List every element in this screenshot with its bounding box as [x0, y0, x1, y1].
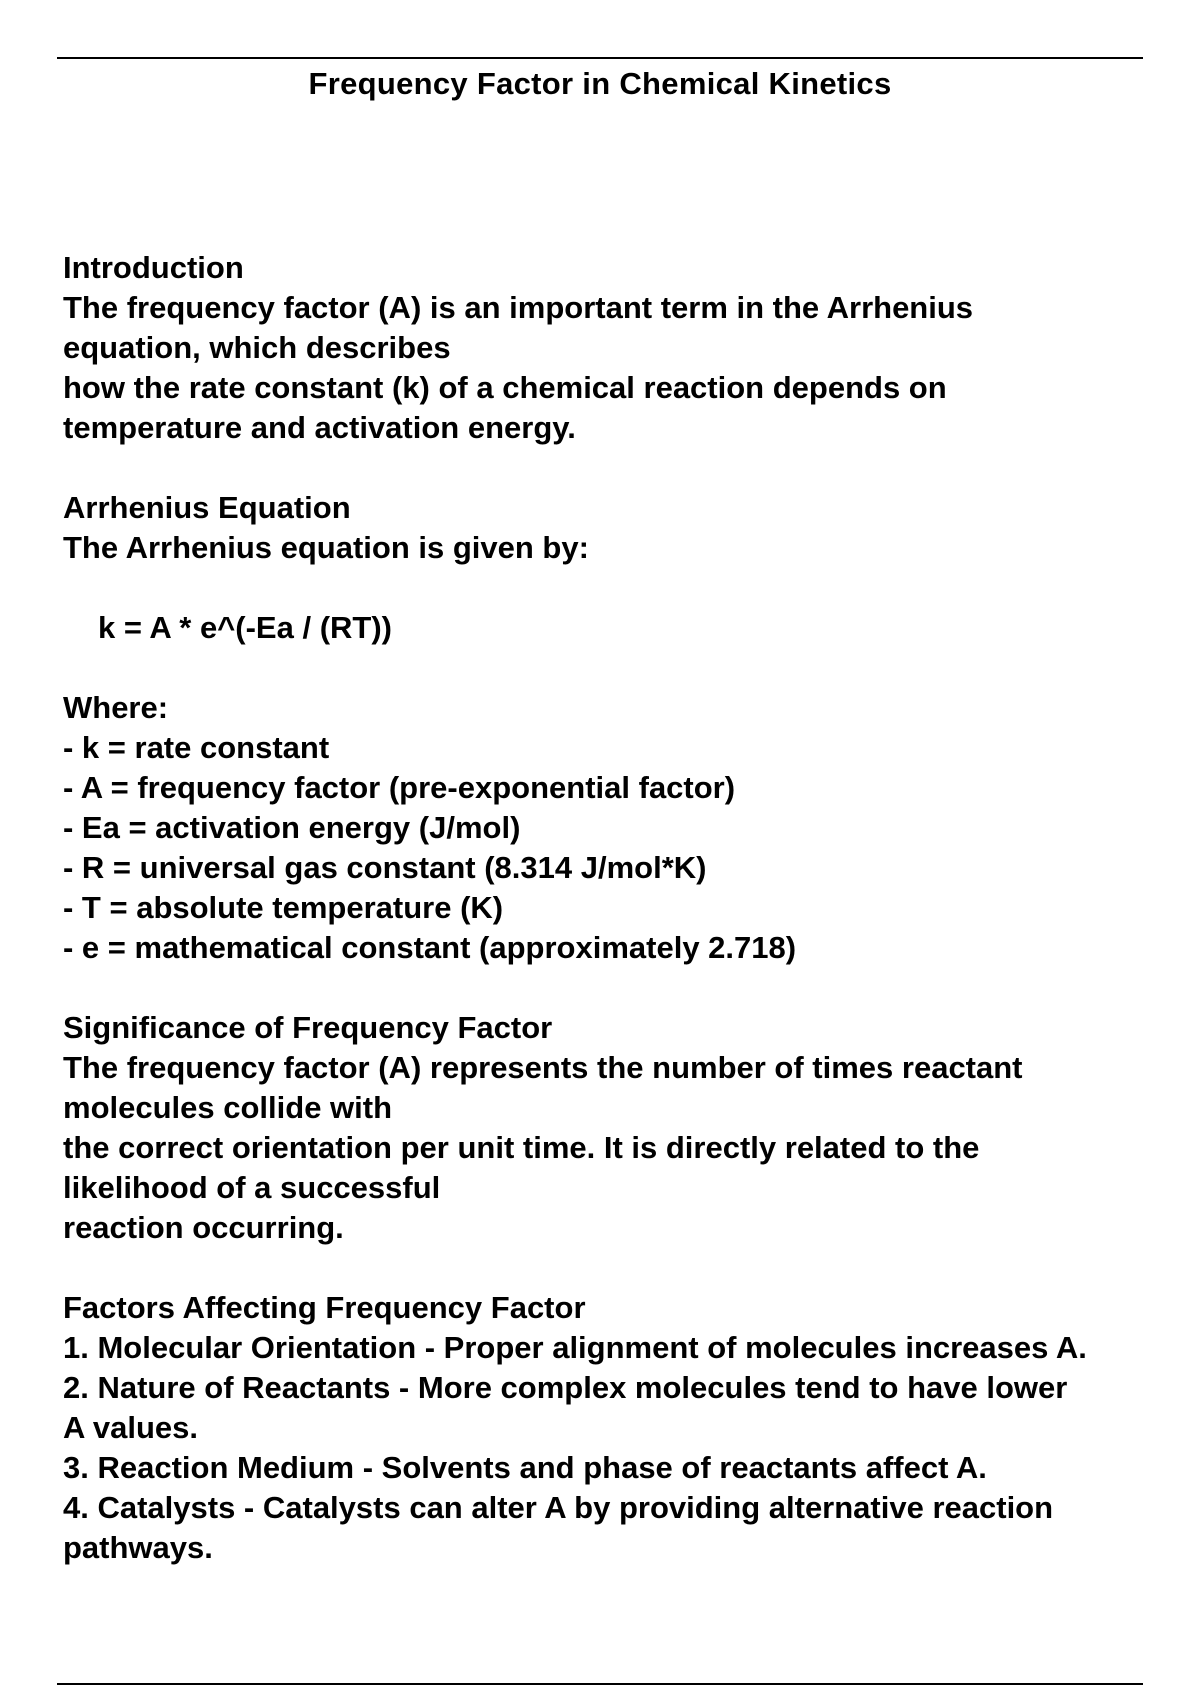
definition-item: - e = mathematical constant (approximately 2.718) [63, 930, 797, 965]
factor-item: 3. Reaction Medium - Solvents and phase of reactants affect A. [63, 1450, 987, 1485]
factors-section [63, 1288, 1136, 1568]
significance-line: the correct orientation per unit time. It is directly related to the [63, 1130, 980, 1165]
page-title: Frequency Factor in Chemical Kinetics [308, 66, 892, 101]
factor-item-continuation: A values. [63, 1410, 198, 1445]
definition-item: - R = universal gas constant (8.314 J/mol*K) [63, 850, 707, 885]
where-label: Where: [63, 690, 169, 725]
arrhenius-equation: k = A * e^(-Ea / (RT)) [98, 610, 392, 645]
significance-line: reaction occurring. [63, 1210, 344, 1245]
introduction-heading: Introduction [63, 250, 244, 285]
factor-item: 2. Nature of Reactants - More complex molecules tend to have lower [63, 1370, 1068, 1405]
introduction-section [63, 248, 1136, 448]
definition-item: - T = absolute temperature (K) [63, 890, 504, 925]
definition-item: - k = rate constant [63, 730, 330, 765]
bottom-rule [57, 1683, 1143, 1685]
introduction-line: temperature and activation energy. [63, 410, 576, 445]
factor-item-continuation: pathways. [63, 1530, 213, 1565]
significance-heading: Significance of Frequency Factor [63, 1010, 553, 1045]
introduction-line: The frequency factor (A) is an important term in the Arrhenius [63, 290, 974, 325]
significance-section [63, 1008, 1136, 1248]
factor-item: 4. Catalysts - Catalysts can alter A by providing alternative reaction [63, 1490, 1054, 1525]
definition-item: - A = frequency factor (pre-exponential factor) [63, 770, 736, 805]
significance-line: The frequency factor (A) represents the number of times reactant [63, 1050, 1023, 1085]
introduction-line: equation, which describes [63, 330, 451, 365]
factor-item: 1. Molecular Orientation - Proper alignment of molecules increases A. [63, 1330, 1087, 1365]
top-rule [57, 57, 1143, 59]
introduction-line: how the rate constant (k) of a chemical reaction depends on [63, 370, 947, 405]
significance-line: likelihood of a successful [63, 1170, 441, 1205]
arrhenius-section [63, 488, 1136, 968]
document-body [63, 248, 1136, 1568]
factors-heading: Factors Affecting Frequency Factor [63, 1290, 586, 1325]
arrhenius-lead: The Arrhenius equation is given by: [63, 530, 589, 565]
significance-line: molecules collide with [63, 1090, 393, 1125]
arrhenius-heading: Arrhenius Equation [63, 490, 351, 525]
definition-item: - Ea = activation energy (J/mol) [63, 810, 521, 845]
